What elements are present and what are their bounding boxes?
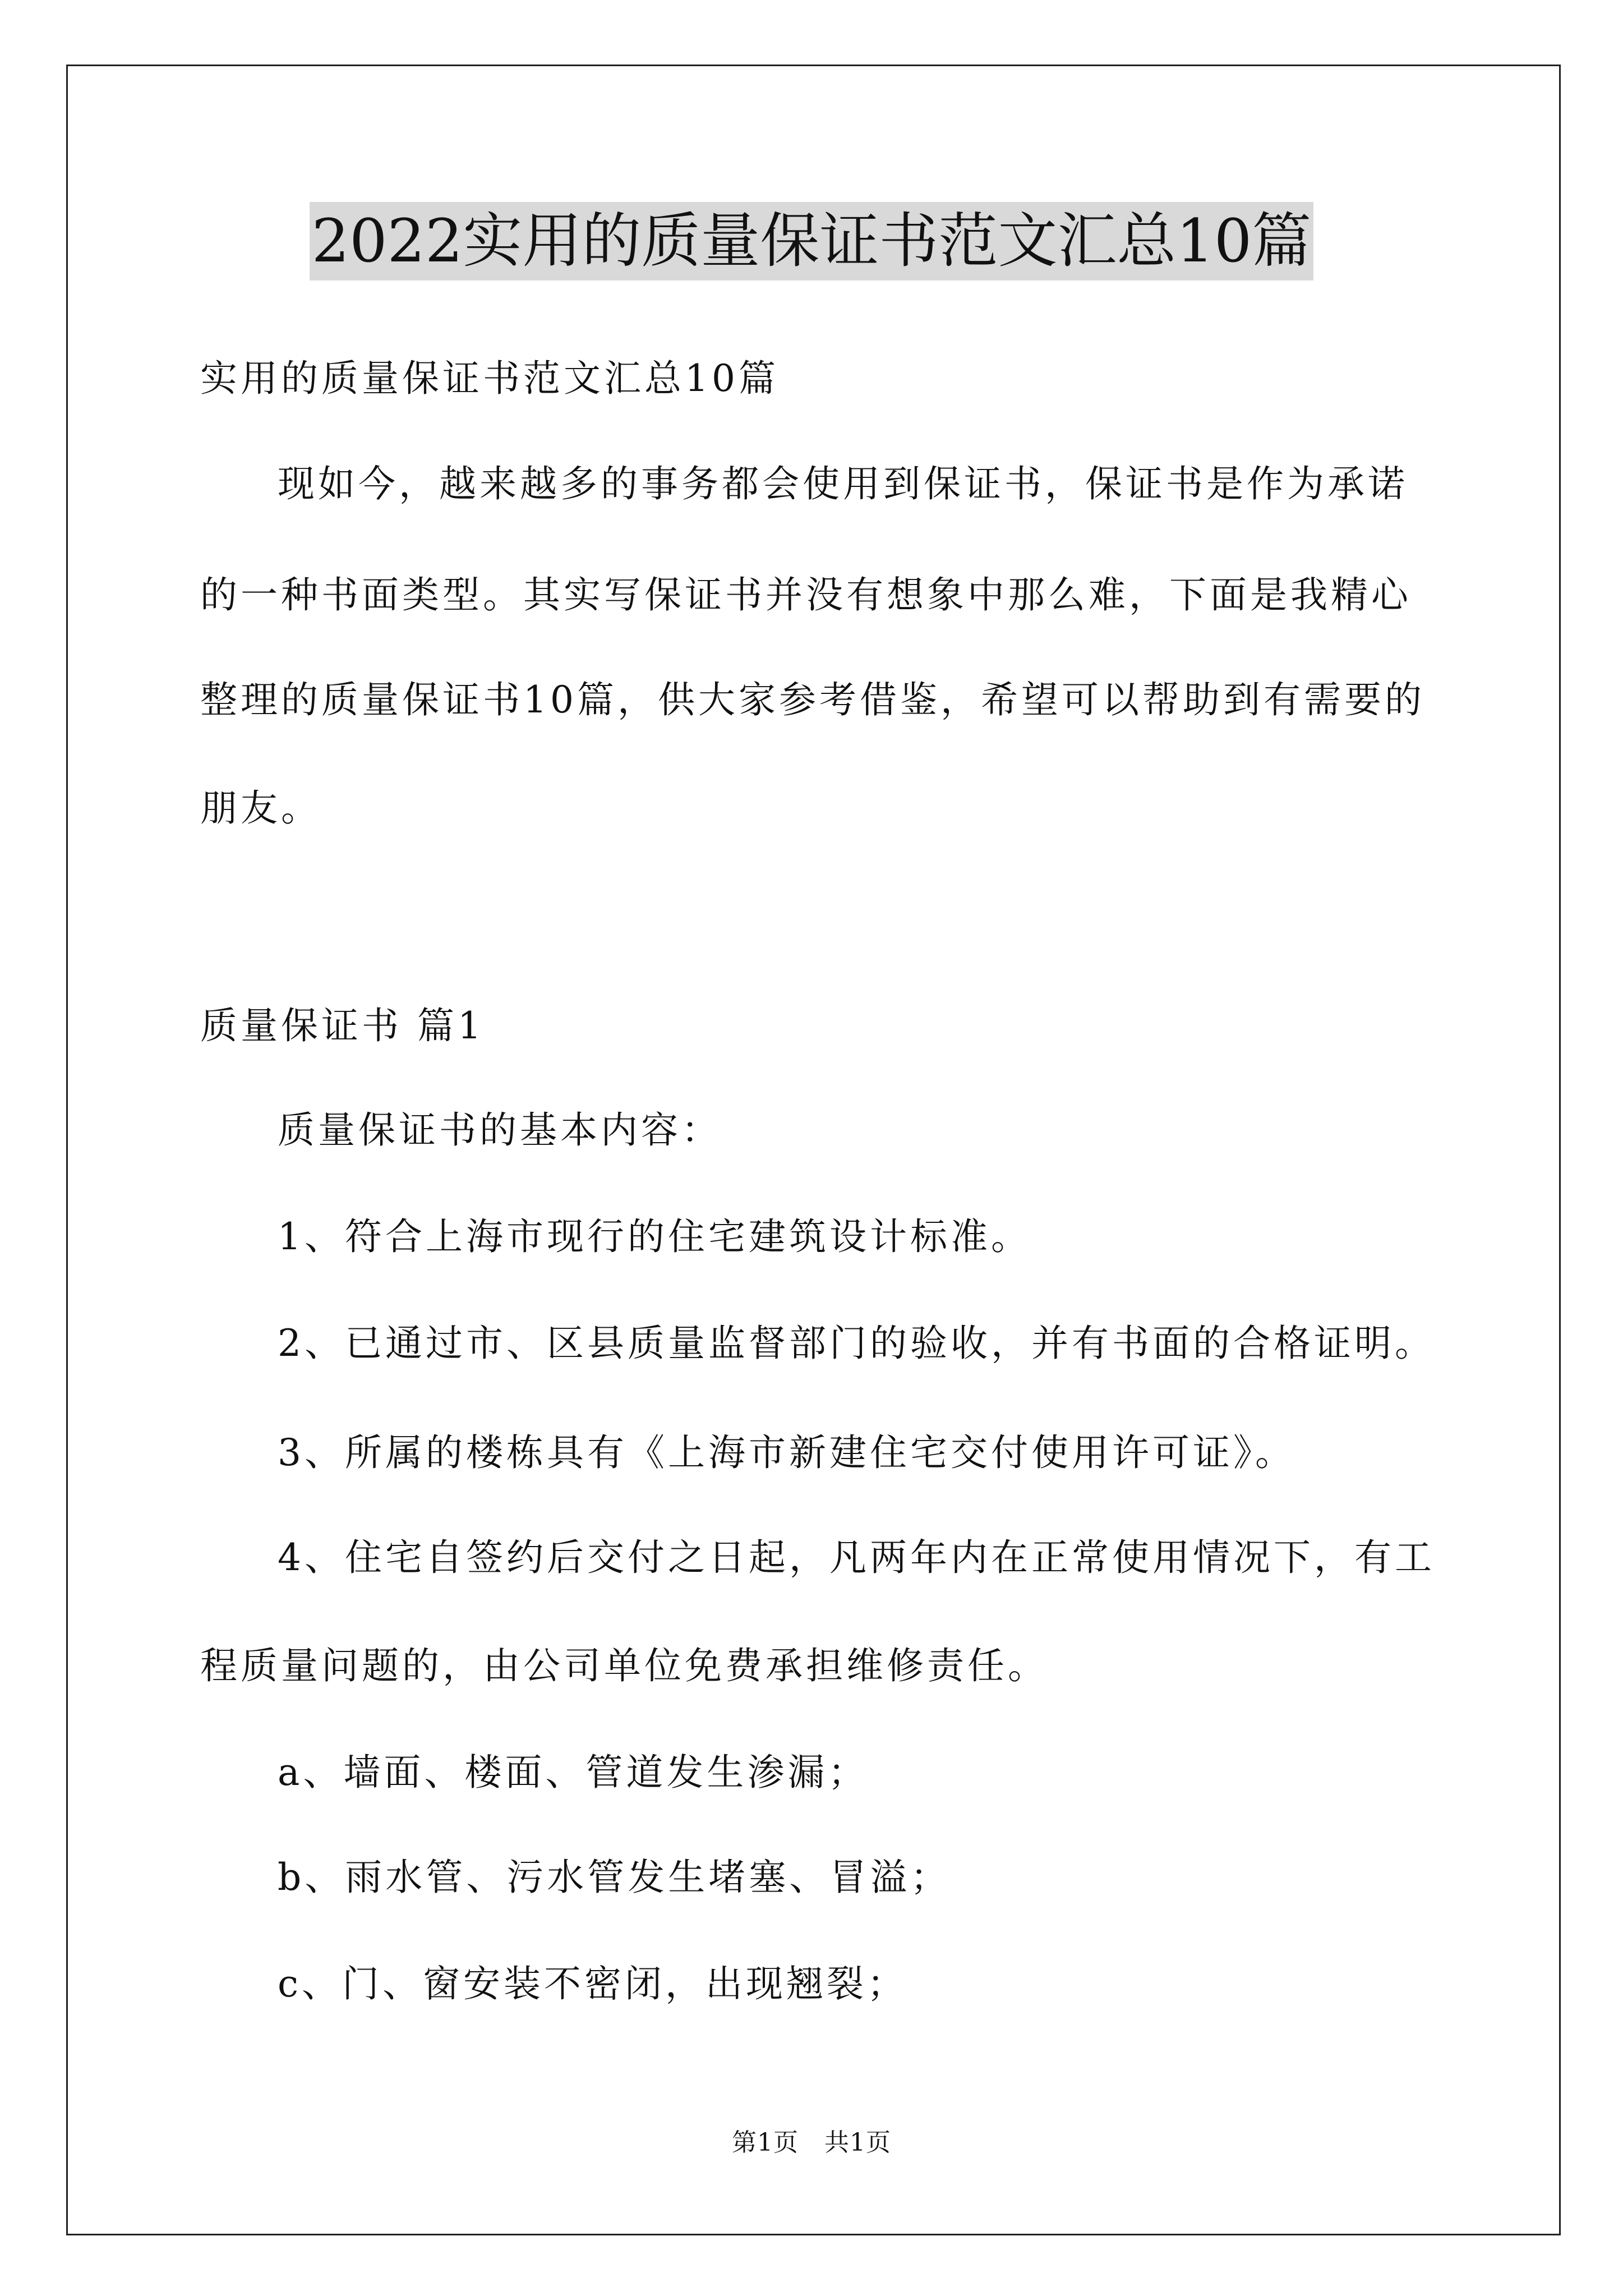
page-number-total: 共1页	[824, 2128, 891, 2157]
section-line: 2、已通过市、区县质量监督部门的验收，并有书面的合格证明。	[278, 1322, 1435, 1365]
document-title: 2022实用的质量保证书范文汇总10篇	[310, 202, 1314, 280]
section-heading: 质量保证书 篇1	[200, 1004, 485, 1047]
intro-line: 的一种书面类型。其实写保证书并没有想象中那么难，下面是我精心	[200, 573, 1412, 616]
section-line: c、门、窗安装不密闭，出现翘裂；	[278, 1962, 907, 2005]
section-line: b、雨水管、污水管发生堵塞、冒溢；	[278, 1856, 951, 1899]
section-line: 4、住宅自签约后交付之日起，凡两年内在正常使用情况下，有工	[278, 1536, 1435, 1579]
section-line: 程质量问题的，由公司单位免费承担维修责任。	[200, 1644, 1048, 1687]
intro-line: 现如今，越来越多的事务都会使用到保证书，保证书是作为承诺	[278, 462, 1408, 505]
page-footer	[0, 2126, 1623, 2160]
section-line: a、墙面、楼面、管道发生渗漏；	[278, 1751, 869, 1794]
title-container	[0, 202, 1623, 280]
section-line: 1、符合上海市现行的住宅建筑设计标准。	[278, 1215, 1031, 1258]
section-line: 3、所属的楼栋具有《上海市新建住宅交付使用许可证》。	[278, 1431, 1295, 1474]
intro-line: 朋友。	[200, 786, 321, 830]
intro-line: 整理的质量保证书10篇，供大家参考借鉴，希望可以帮助到有需要的	[200, 678, 1425, 721]
section-line: 质量保证书的基本内容：	[278, 1108, 722, 1152]
page-number-current: 第1页	[732, 2128, 799, 2157]
document-subtitle: 实用的质量保证书范文汇总10篇	[200, 357, 779, 400]
